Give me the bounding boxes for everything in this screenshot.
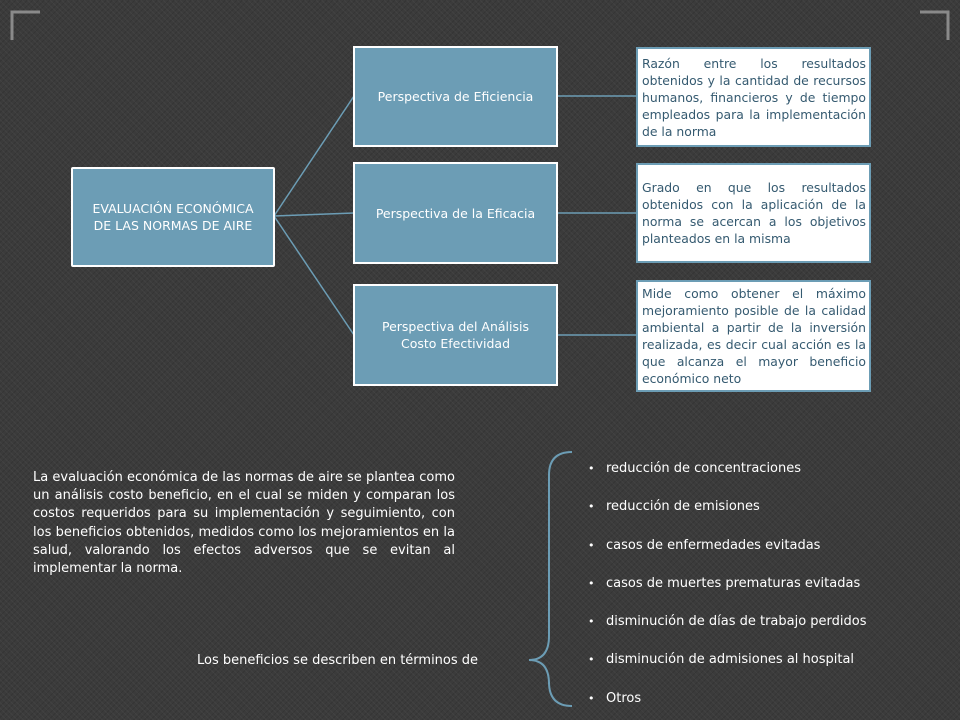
bullet-icon: • [588,462,595,475]
description-eficiencia-text: Razón entre los resultados obtenidos y la cantidad de recursos humanos, financieros y de tiempo empleados para la implementación de la norma [642,55,866,139]
perspective-eficiencia-label: Perspectiva de Eficiencia [377,89,534,104]
connector-root-eficiencia [274,96,354,216]
benefit-item-label: disminución de admisiones al hospital [606,652,855,668]
bullet-icon: • [588,653,595,667]
description-analisis [636,280,871,392]
benefit-item-label: reducción de concentraciones [606,461,802,476]
benefit-item [588,641,867,679]
benefit-item [588,603,867,641]
connector-root-eficacia [274,213,354,216]
benefit-item [588,565,867,603]
bullet-icon: • [588,576,595,590]
perspective-analisis-label: Perspectiva del Análisis Costo Efectividad [382,319,529,351]
explanation-paragraph: La evaluación económica de las normas de aire se plantea como un análisis costo beneficio, en el cual se miden y comparan los costos requeridos para su implementación y seguimiento, con los beneficios obtenidos, medidos como los mejoramientos en la salud, valorando los efectos adversos que se evitan al implementar la norma. [33,470,455,577]
benefit-item-label: disminución de días de trabajo perdidos [606,614,867,630]
bullet-icon: • [588,538,595,552]
perspective-eficiencia [353,46,558,147]
benefit-item [588,527,867,565]
bullet-icon: • [588,615,595,629]
benefit-item-label: casos de enfermedades evitadas [606,537,821,553]
benefits-brace [529,452,572,706]
description-eficacia [636,163,871,263]
description-eficacia-text: Grado en que los resultados obtenidos con la aplicación de la norma se acercan a los objetivos planteados en la misma [642,180,866,246]
perspective-analisis [353,284,558,386]
benefit-item-label: Otros [606,690,642,706]
bullet-icon: • [588,500,595,514]
benefit-item [588,488,867,526]
benefits-lead-text: Los beneficios se describen en términos de [197,653,479,668]
connector-root-analisis [274,216,354,335]
benefits-list [588,450,867,718]
perspective-eficacia [353,162,558,264]
description-analisis-text: Mide como obtener el máximo mejoramiento posible de la calidad ambiental a partir de la inversión realizada, es decir cual acción es la que alcanza el mayor beneficio económico neto [642,286,866,386]
bullet-icon: • [588,691,595,705]
root-node-label: EVALUACIÓN ECONÓMICA DE LAS NORMAS DE AIRE [92,201,254,233]
root-node [71,167,275,267]
description-eficiencia [636,47,871,147]
benefit-item-label: casos de muertes prematuras evitadas [606,575,861,591]
benefit-item-label: reducción de emisiones [606,499,760,515]
benefit-item [588,680,867,718]
benefit-item [588,450,867,488]
perspective-eficacia-label: Perspectiva de la Eficacia [375,205,536,221]
